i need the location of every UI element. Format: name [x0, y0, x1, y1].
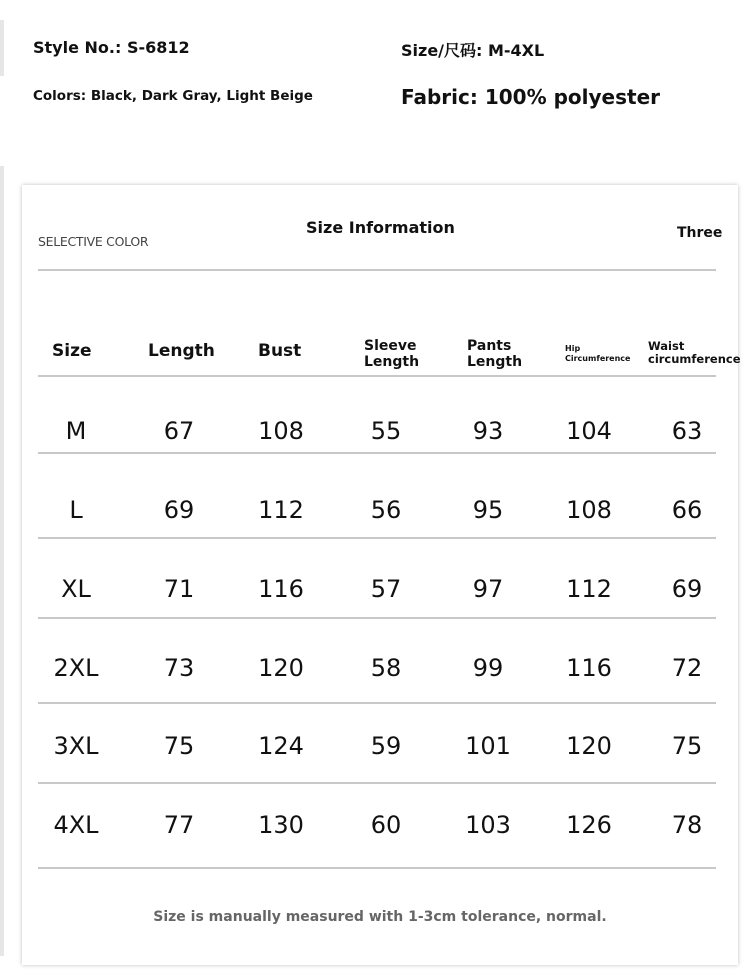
measurement-cell: 95 [472, 496, 504, 524]
measurement-cell: 69 [671, 575, 703, 603]
measurement-cell: 108 [566, 496, 612, 524]
measurement-cell: 60 [370, 811, 402, 839]
measurement-cell: 75 [671, 732, 703, 760]
size-cell: 2XL [53, 654, 99, 682]
measurement-cell: 99 [472, 654, 504, 682]
col-header-hip-line1: Hip [565, 344, 581, 353]
measurement-cell: 78 [671, 811, 703, 839]
col-header-bust: Bust [258, 341, 302, 361]
table-row [22, 411, 738, 451]
left-edge-mark [0, 20, 4, 76]
row-divider [38, 782, 716, 784]
size-chart-card [22, 185, 741, 965]
selective-color-label: SELECTIVE COLOR [38, 234, 149, 249]
measurement-cell: 116 [258, 575, 304, 603]
col-header-waist-circumference [648, 340, 741, 366]
measurement-cell: 120 [566, 732, 612, 760]
measurement-cell: 112 [566, 575, 612, 603]
measurement-cell: 63 [671, 417, 703, 445]
table-row [22, 648, 738, 688]
col-header-waist-line2: circumference [648, 352, 741, 366]
measurement-cell: 69 [163, 496, 195, 524]
table-row [22, 805, 738, 845]
left-edge-mark [0, 166, 4, 956]
measurement-cell: 93 [472, 417, 504, 445]
col-header-hip-circumference [565, 344, 630, 364]
measurement-cell: 77 [163, 811, 195, 839]
col-header-length: Length [148, 341, 215, 361]
measurement-cell: 126 [566, 811, 612, 839]
col-header-sleeve-line1: Sleeve [364, 338, 417, 354]
table-row [22, 726, 738, 766]
col-header-size: Size [52, 341, 92, 361]
measurement-cell: 112 [258, 496, 304, 524]
style-number: Style No.: S-6812 [33, 38, 190, 57]
col-header-pants-length [467, 338, 522, 370]
measurement-cell: 55 [370, 417, 402, 445]
table-row [22, 490, 738, 530]
colors-info: Colors: Black, Dark Gray, Light Beige [33, 88, 313, 104]
measurement-cell: 103 [465, 811, 511, 839]
measurement-cell: 56 [370, 496, 402, 524]
size-cell: 4XL [53, 811, 99, 839]
corner-label: Three [677, 225, 723, 241]
fabric-info: Fabric: 100% polyester [401, 85, 660, 109]
measurement-cell: 57 [370, 575, 402, 603]
col-header-hip-line2: Circumference [565, 354, 631, 363]
measurement-cell: 59 [370, 732, 402, 760]
col-header-waist-line1: Waist [648, 339, 685, 353]
col-header-pants-line2: Length [467, 354, 523, 370]
measurement-cell: 104 [566, 417, 612, 445]
size-information-title: Size Information [306, 218, 455, 237]
measurement-cell: 124 [258, 732, 304, 760]
row-divider [38, 867, 716, 869]
measurement-cell: 101 [465, 732, 511, 760]
measurement-cell: 97 [472, 575, 504, 603]
table-row [22, 569, 738, 609]
measurement-cell: 71 [163, 575, 195, 603]
size-cell: L [69, 496, 83, 524]
measurement-cell: 130 [258, 811, 304, 839]
measurement-cell: 66 [671, 496, 703, 524]
row-divider [38, 617, 716, 619]
col-header-pants-line1: Pants [467, 338, 512, 354]
size-cell: 3XL [53, 732, 99, 760]
measurement-note: Size is manually measured with 1-3cm tolerance, normal. [153, 909, 607, 925]
measurement-cell: 116 [566, 654, 612, 682]
size-cell: M [65, 417, 87, 445]
measurement-cell: 108 [258, 417, 304, 445]
divider [38, 269, 716, 271]
size-cell: XL [61, 575, 91, 603]
row-divider [38, 452, 716, 454]
measurement-cell: 58 [370, 654, 402, 682]
measurement-cell: 73 [163, 654, 195, 682]
row-divider [38, 702, 716, 704]
divider [38, 375, 716, 377]
measurement-cell: 120 [258, 654, 304, 682]
col-header-sleeve-line2: Length [364, 354, 420, 370]
measurement-cell: 75 [163, 732, 195, 760]
col-header-sleeve-length [364, 338, 419, 370]
measurement-cell: 67 [163, 417, 195, 445]
measurement-cell: 72 [671, 654, 703, 682]
size-range: Size/尺码: M-4XL [401, 41, 545, 60]
row-divider [38, 537, 716, 539]
